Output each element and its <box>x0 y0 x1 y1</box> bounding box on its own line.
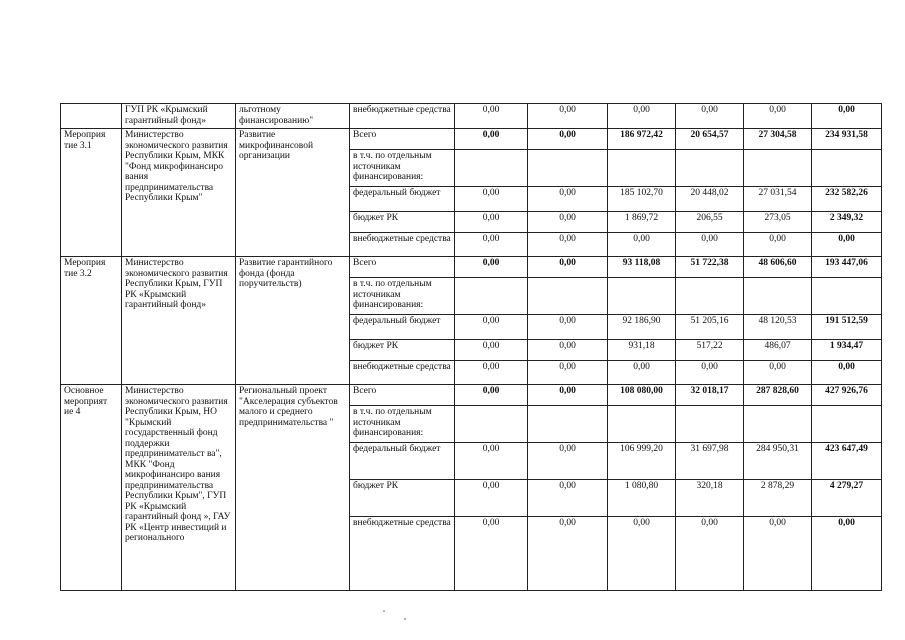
amount-cell: 0,00 <box>455 340 528 361</box>
empty-cell <box>676 406 744 443</box>
amount-cell: 106 999,20 <box>608 443 676 480</box>
amount-cell: 108 080,00 <box>608 385 676 406</box>
amount-cell: 51 722,38 <box>676 257 744 278</box>
activity-name-cell: Мероприя тие 3.2 <box>61 257 122 385</box>
total-amount-cell: 234 931,58 <box>812 129 882 150</box>
goal-cell: Развитие гарантийного фонда (фонда поручительств) <box>236 257 350 385</box>
empty-cell <box>608 150 676 187</box>
executor-cell: Министерство экономического развития Республики Крым, ГУП РК «Крымский гарантийный фонд» <box>122 257 236 385</box>
amount-cell: 0,00 <box>455 443 528 480</box>
empty-cell <box>455 406 528 443</box>
empty-cell <box>744 406 812 443</box>
amount-cell: 0,00 <box>528 257 608 278</box>
amount-cell: 0,00 <box>676 517 744 591</box>
total-amount-cell: 232 582,26 <box>812 187 882 212</box>
funding-source-cell: бюджет РК <box>350 340 455 361</box>
amount-cell: 0,00 <box>528 233 608 257</box>
funding-source-cell: в т.ч. по отдельным источникам финансирования: <box>350 278 455 315</box>
amount-cell: 0,00 <box>455 517 528 591</box>
table-row <box>61 104 882 129</box>
empty-cell <box>812 406 882 443</box>
amount-cell: 486,07 <box>744 340 812 361</box>
empty-cell <box>528 406 608 443</box>
amount-cell: 92 186,90 <box>608 315 676 340</box>
activity-name-cell: Мероприя тие 3.1 <box>61 129 122 257</box>
empty-cell <box>455 150 528 187</box>
funding-source-cell: в т.ч. по отдельным источникам финансирования: <box>350 150 455 187</box>
amount-cell: 0,00 <box>528 129 608 150</box>
activity-name-cell <box>61 104 122 129</box>
amount-cell: 0,00 <box>455 361 528 385</box>
amount-cell: 0,00 <box>528 361 608 385</box>
amount-cell: 0,00 <box>528 340 608 361</box>
amount-cell: 0,00 <box>528 480 608 517</box>
total-amount-cell: 0,00 <box>812 233 882 257</box>
amount-cell: 1 869,72 <box>608 212 676 233</box>
empty-cell <box>744 150 812 187</box>
amount-cell: 0,00 <box>528 517 608 591</box>
empty-cell <box>812 278 882 315</box>
amount-cell: 0,00 <box>455 104 528 129</box>
executor-cell: ГУП РК «Крымский гарантийный фонд» <box>122 104 236 129</box>
amount-cell: 48 606,60 <box>744 257 812 278</box>
empty-cell <box>608 406 676 443</box>
funding-source-cell: Всего <box>350 257 455 278</box>
amount-cell: 0,00 <box>455 257 528 278</box>
table-row <box>61 385 882 406</box>
amount-cell: 186 972,42 <box>608 129 676 150</box>
amount-cell: 0,00 <box>455 212 528 233</box>
amount-cell: 1 080,80 <box>608 480 676 517</box>
goal-cell: Региональный проект "Акселерация субъектов малого и среднего предпринимательства " <box>236 385 350 591</box>
amount-cell: 273,05 <box>744 212 812 233</box>
amount-cell: 27 031,54 <box>744 187 812 212</box>
amount-cell: 0,00 <box>455 315 528 340</box>
amount-cell: 20 448,02 <box>676 187 744 212</box>
amount-cell: 931,18 <box>608 340 676 361</box>
amount-cell: 48 120,53 <box>744 315 812 340</box>
amount-cell: 2 878,29 <box>744 480 812 517</box>
total-amount-cell: 2 349,32 <box>812 212 882 233</box>
scan-speck <box>404 618 406 620</box>
total-amount-cell: 0,00 <box>812 361 882 385</box>
funding-source-cell: федеральный бюджет <box>350 187 455 212</box>
funding-source-cell: Всего <box>350 385 455 406</box>
funding-source-cell: федеральный бюджет <box>350 315 455 340</box>
amount-cell: 0,00 <box>455 187 528 212</box>
amount-cell: 0,00 <box>744 104 812 129</box>
total-amount-cell: 4 279,27 <box>812 480 882 517</box>
amount-cell: 0,00 <box>676 233 744 257</box>
amount-cell: 0,00 <box>744 361 812 385</box>
amount-cell: 0,00 <box>528 315 608 340</box>
empty-cell <box>528 278 608 315</box>
funding-source-cell: внебюджетные средства <box>350 233 455 257</box>
funding-source-cell: внебюджетные средства <box>350 517 455 591</box>
amount-cell: 93 118,08 <box>608 257 676 278</box>
amount-cell: 0,00 <box>528 212 608 233</box>
total-amount-cell: 427 926,76 <box>812 385 882 406</box>
empty-cell <box>744 278 812 315</box>
executor-cell: Министерство экономического развития Республики Крым, НО "Крымский государственный фонд поддержки предпринимательст ва", МКК "Фонд микрофинансиро вания предпринимательства Республики Крым", ГУП РК «Крымский гарантийный фонд », ГАУ РК «Центр инвестиций и регионального <box>122 385 236 591</box>
amount-cell: 0,00 <box>676 361 744 385</box>
empty-cell <box>812 150 882 187</box>
amount-cell: 0,00 <box>455 480 528 517</box>
table-row <box>61 129 882 150</box>
amount-cell: 0,00 <box>744 517 812 591</box>
table-row <box>61 257 882 278</box>
amount-cell: 0,00 <box>608 517 676 591</box>
total-amount-cell: 1 934,47 <box>812 340 882 361</box>
funding-source-cell: Всего <box>350 129 455 150</box>
amount-cell: 0,00 <box>676 104 744 129</box>
amount-cell: 32 018,17 <box>676 385 744 406</box>
amount-cell: 0,00 <box>608 233 676 257</box>
empty-cell <box>528 150 608 187</box>
amount-cell: 0,00 <box>608 104 676 129</box>
goal-cell: льготному финансированию" <box>236 104 350 129</box>
empty-cell <box>676 278 744 315</box>
funding-source-cell: бюджет РК <box>350 480 455 517</box>
amount-cell: 27 304,58 <box>744 129 812 150</box>
funding-source-cell: внебюджетные средства <box>350 104 455 129</box>
total-amount-cell: 193 447,06 <box>812 257 882 278</box>
amount-cell: 0,00 <box>744 233 812 257</box>
amount-cell: 0,00 <box>528 443 608 480</box>
empty-cell <box>608 278 676 315</box>
amount-cell: 206,55 <box>676 212 744 233</box>
funding-source-cell: федеральный бюджет <box>350 443 455 480</box>
amount-cell: 20 654,57 <box>676 129 744 150</box>
total-amount-cell: 0,00 <box>812 517 882 591</box>
amount-cell: 51 205,16 <box>676 315 744 340</box>
executor-cell: Министерство экономического развития Республики Крым, МКК "Фонд микрофинансиро вания предпринимательства Республики Крым" <box>122 129 236 257</box>
budget-table <box>60 103 882 591</box>
scan-speck <box>383 610 385 612</box>
amount-cell: 0,00 <box>455 385 528 406</box>
amount-cell: 0,00 <box>608 361 676 385</box>
amount-cell: 31 697,98 <box>676 443 744 480</box>
total-amount-cell: 423 647,49 <box>812 443 882 480</box>
amount-cell: 517,22 <box>676 340 744 361</box>
empty-cell <box>455 278 528 315</box>
funding-source-cell: внебюджетные средства <box>350 361 455 385</box>
goal-cell: Развитие микрофинансовой организации <box>236 129 350 257</box>
amount-cell: 185 102,70 <box>608 187 676 212</box>
amount-cell: 287 828,60 <box>744 385 812 406</box>
funding-source-cell: бюджет РК <box>350 212 455 233</box>
amount-cell: 0,00 <box>455 129 528 150</box>
amount-cell: 284 950,31 <box>744 443 812 480</box>
total-amount-cell: 0,00 <box>812 104 882 129</box>
amount-cell: 0,00 <box>528 104 608 129</box>
amount-cell: 0,00 <box>528 187 608 212</box>
amount-cell: 320,18 <box>676 480 744 517</box>
amount-cell: 0,00 <box>455 233 528 257</box>
funding-source-cell: в т.ч. по отдельным источникам финансирования: <box>350 406 455 443</box>
activity-name-cell: Основное мероприят ие 4 <box>61 385 122 591</box>
amount-cell: 0,00 <box>528 385 608 406</box>
empty-cell <box>676 150 744 187</box>
total-amount-cell: 191 512,59 <box>812 315 882 340</box>
